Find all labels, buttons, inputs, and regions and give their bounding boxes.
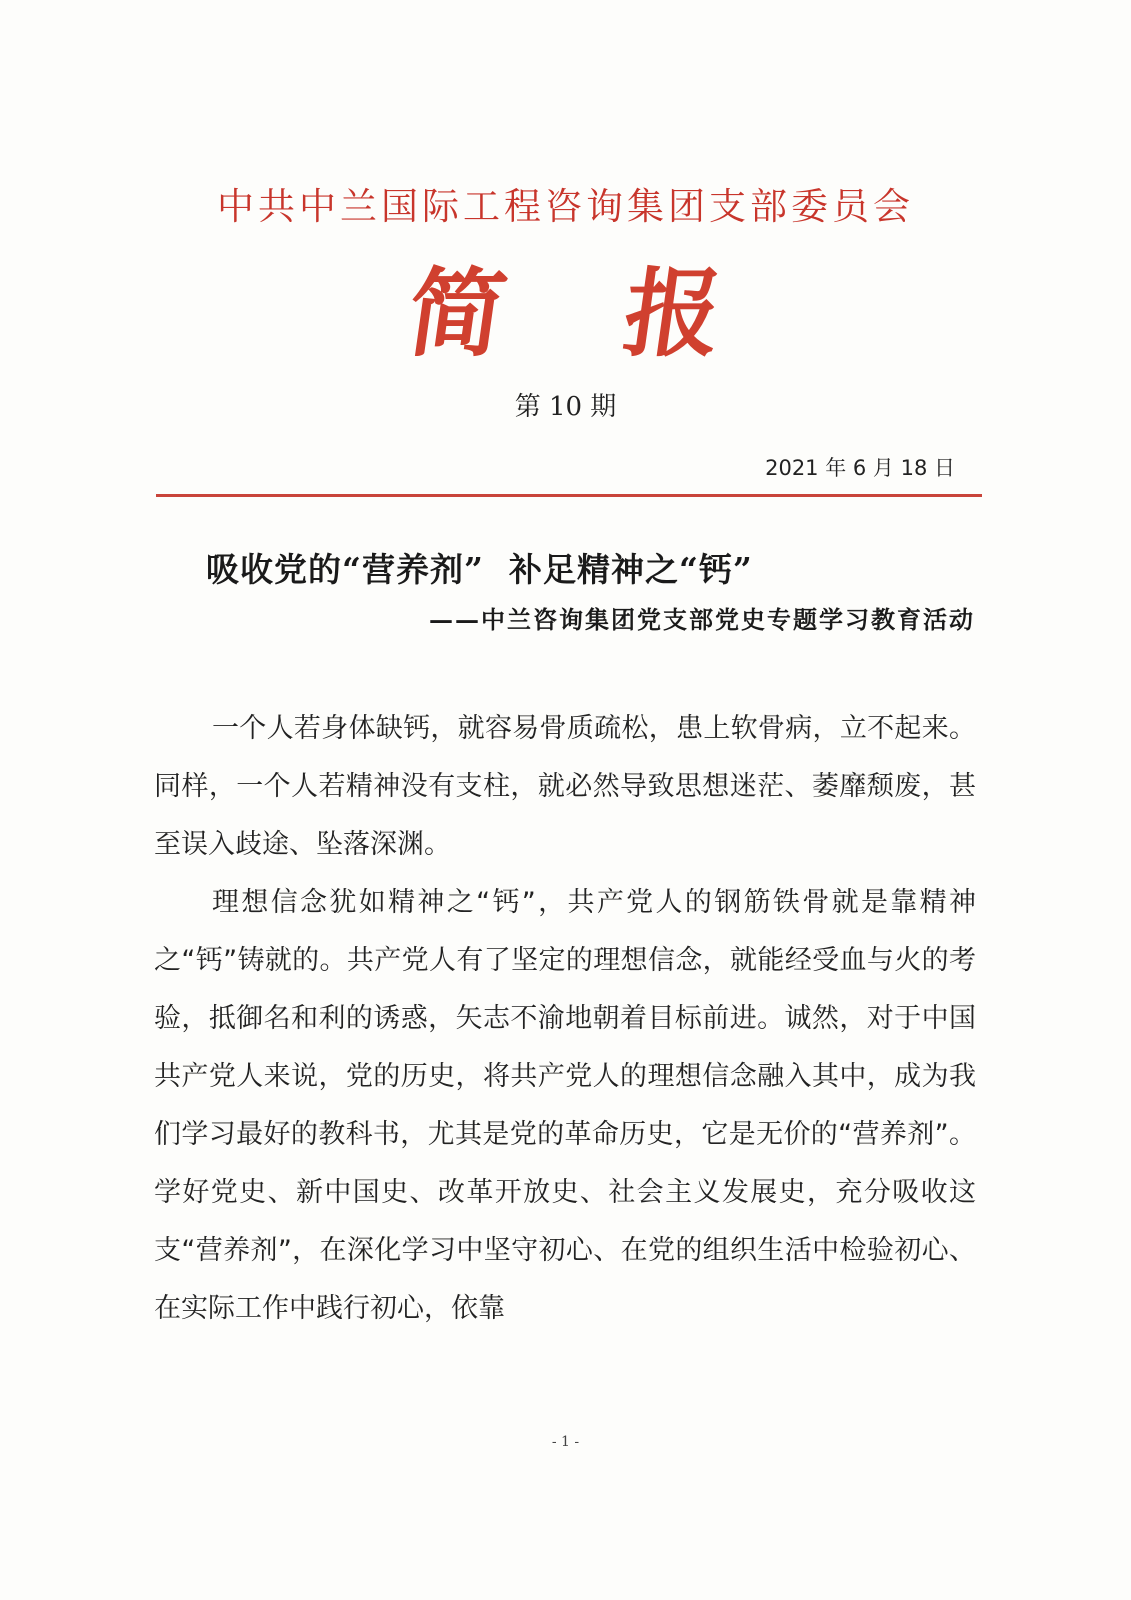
masthead-char-bao: 报: [616, 257, 729, 370]
article-title: 吸收党的“营养剂” 补足精神之“钙”: [206, 550, 753, 589]
masthead-char-jian: 简: [400, 257, 513, 370]
page-number: - 1 -: [551, 1434, 580, 1450]
organization-title: 中共中兰国际工程咨询集团支部委员会: [217, 185, 914, 228]
issue-date: 2021 年 6 月 18 日: [765, 456, 955, 480]
article-subtitle: ——中兰咨询集团党支部党史专题学习教育活动: [429, 605, 975, 634]
masthead: [0, 238, 1131, 375]
paragraph: 一个人若身体缺钙，就容易骨质疏松，患上软骨病，立不起来。同样，一个人若精神没有支柱，就必然导致思想迷茫、萎靡颓废，甚至误入歧途、坠落深渊。: [154, 713, 976, 860]
paragraph: 理想信念犹如精神之“钙”，共产党人的钢筋铁骨就是靠精神之“钙”铸就的。共产党人有了坚定的理想信念，就能经受血与火的考验，抵御名和利的诱惑，矢志不渝地朝着目标前进。诚然，对于中国共产党人来说，党的历史，将共产党人的理想信念融入其中，成为我们学习最好的教科书，尤其是党的革命历史，它是无价的“营养剂”。学好党史、新中国史、改革开放史、社会主义发展史，充分吸收这支“营养剂”，在深化学习中坚守初心、在党的组织生活中检验初心、在实际工作中践行初心，依靠: [154, 887, 976, 1324]
issue-number: 第 10 期: [514, 392, 617, 422]
header-divider: [156, 494, 982, 497]
article-body: [154, 700, 976, 1338]
